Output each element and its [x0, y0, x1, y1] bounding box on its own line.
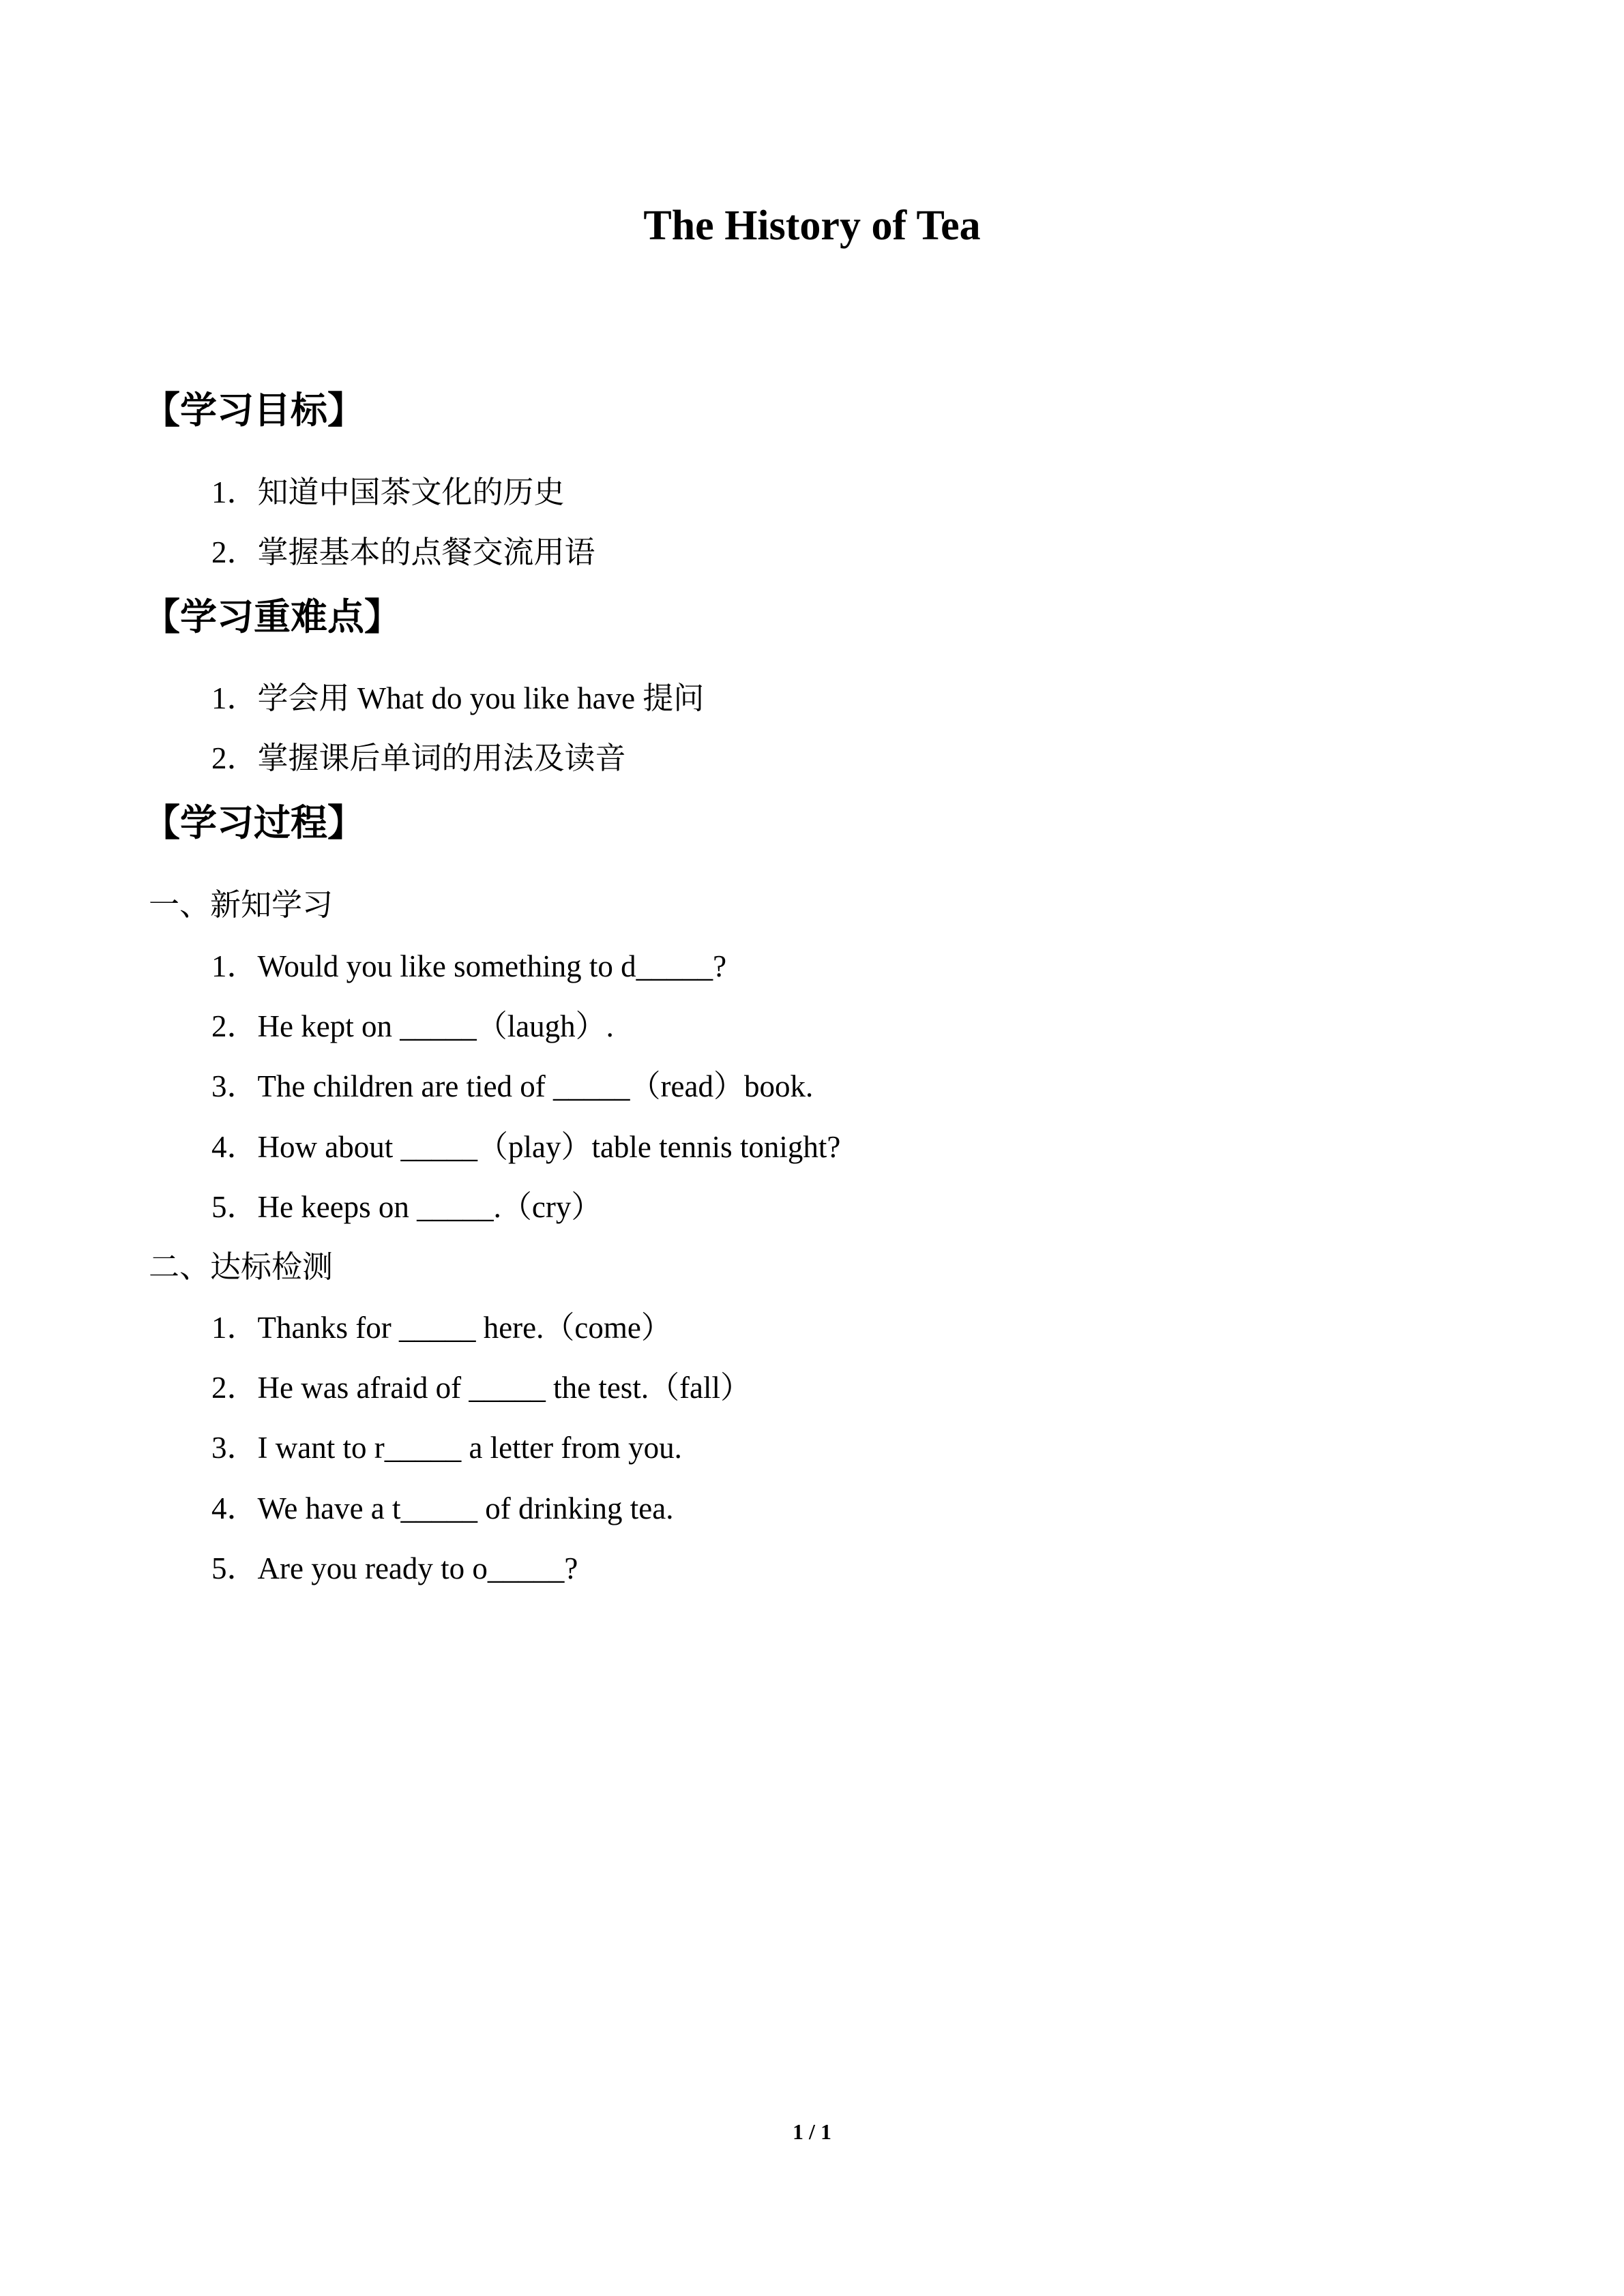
section-heading-objectives: 【学习目标】: [143, 390, 364, 431]
part1-item-3: 3．The children are tied of _____（read）book.: [211, 1069, 814, 1103]
process-part2-heading: 二、达标检测: [149, 1250, 334, 1284]
page-number: 1 / 1: [793, 2119, 831, 2144]
part1-item-4: 4．How about _____（play）table tennis tonight?: [211, 1130, 841, 1164]
key-point-item-1: 1．学会用 What do you like have 提问: [211, 681, 705, 715]
part1-item-2: 2．He kept on _____（laugh）.: [211, 1009, 614, 1043]
part1-item-1: 1．Would you like something to d_____?: [211, 949, 727, 983]
part2-item-5: 5．Are you ready to o_____?: [211, 1551, 578, 1585]
part2-item-3: 3．I want to r_____ a letter from you.: [211, 1431, 682, 1465]
objective-item-1: 1．知道中国茶文化的历史: [211, 475, 565, 509]
part2-item-4: 4．We have a t_____ of drinking tea.: [211, 1491, 674, 1525]
objective-item-2: 2．掌握基本的点餐交流用语: [211, 535, 595, 569]
part2-item-1: 1．Thanks for _____ here.（come）: [211, 1311, 672, 1345]
key-point-item-2: 2．掌握课后单词的用法及读音: [211, 741, 626, 775]
section-heading-process: 【学习过程】: [143, 803, 364, 844]
part2-item-2: 2．He was afraid of _____ the test.（fall）: [211, 1371, 752, 1405]
process-part1-heading: 一、新知学习: [149, 888, 334, 922]
page-title: The History of Tea: [643, 203, 981, 249]
section-heading-key-points: 【学习重难点】: [143, 597, 401, 638]
part1-item-5: 5．He keeps on _____.（cry）: [211, 1190, 602, 1224]
